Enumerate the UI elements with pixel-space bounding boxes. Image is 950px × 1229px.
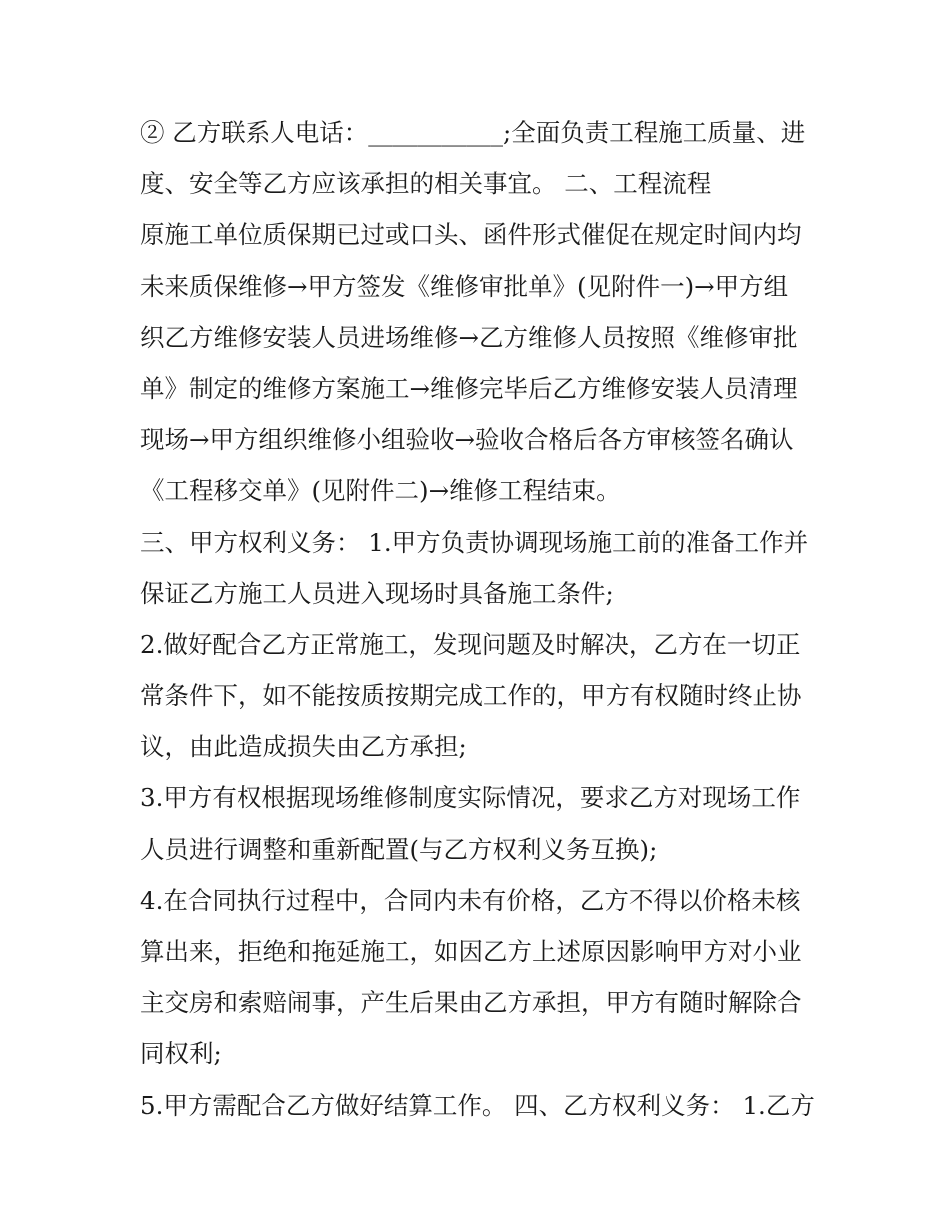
text-line: 3.甲方有权根据现场维修制度实际情况，要求乙方对现场工作 bbox=[140, 783, 801, 813]
text-line: 现场→甲方组织维修小组验收→验收合格后各方审核签名确认 bbox=[140, 425, 794, 455]
text-line: 议，由此造成损失由乙方承担; bbox=[140, 732, 467, 762]
text-line: 原施工单位质保期已过或口头、函件形式催促在规定时间内均 bbox=[140, 220, 802, 250]
text-line: 保证乙方施工人员进入现场时具备施工条件; bbox=[140, 578, 614, 608]
text-line: 未来质保维修→甲方签发《维修审批单》(见附件一)→甲方组 bbox=[140, 271, 789, 301]
text-line: 织乙方维修安装人员进场维修→乙方维修人员按照《维修审批 bbox=[140, 322, 798, 352]
text-line: 人员进行调整和重新配置(与乙方权利义务互换); bbox=[140, 834, 658, 864]
text-line: 2.做好配合乙方正常施工，发现问题及时解决，乙方在一切正 bbox=[140, 629, 801, 659]
text-line: 主交房和索赔闹事，产生后果由乙方承担，甲方有随时解除合 bbox=[140, 988, 802, 1018]
text-line: 度、安全等乙方应该承担的相关事宜。 二、工程流程 bbox=[140, 169, 712, 199]
document-body bbox=[140, 107, 820, 1131]
text-line: ② 乙方联系人电话：___________;全面负责工程施工质量、进 bbox=[140, 118, 806, 147]
text-line: 4.在合同执行过程中，合同内未有价格，乙方不得以价格未核 bbox=[140, 885, 801, 915]
text-line: 同权利; bbox=[140, 1039, 222, 1069]
text-line: 5.甲方需配合乙方做好结算工作。 四、乙方权利义务： 1.乙方 bbox=[140, 1090, 815, 1120]
text-line: 常条件下，如不能按质按期完成工作的，甲方有权随时终止协 bbox=[140, 681, 802, 711]
text-line: 单》制定的维修方案施工→维修完毕后乙方维修安装人员清理 bbox=[140, 373, 798, 403]
text-line: 三、甲方权利义务： 1.甲方负责协调现场施工前的准备工作并 bbox=[140, 527, 809, 557]
text-line: 《工程移交单》(见附件二)→维修工程结束。 bbox=[140, 476, 621, 506]
text-line: 算出来，拒绝和拖延施工，如因乙方上述原因影响甲方对小业 bbox=[140, 937, 802, 966]
